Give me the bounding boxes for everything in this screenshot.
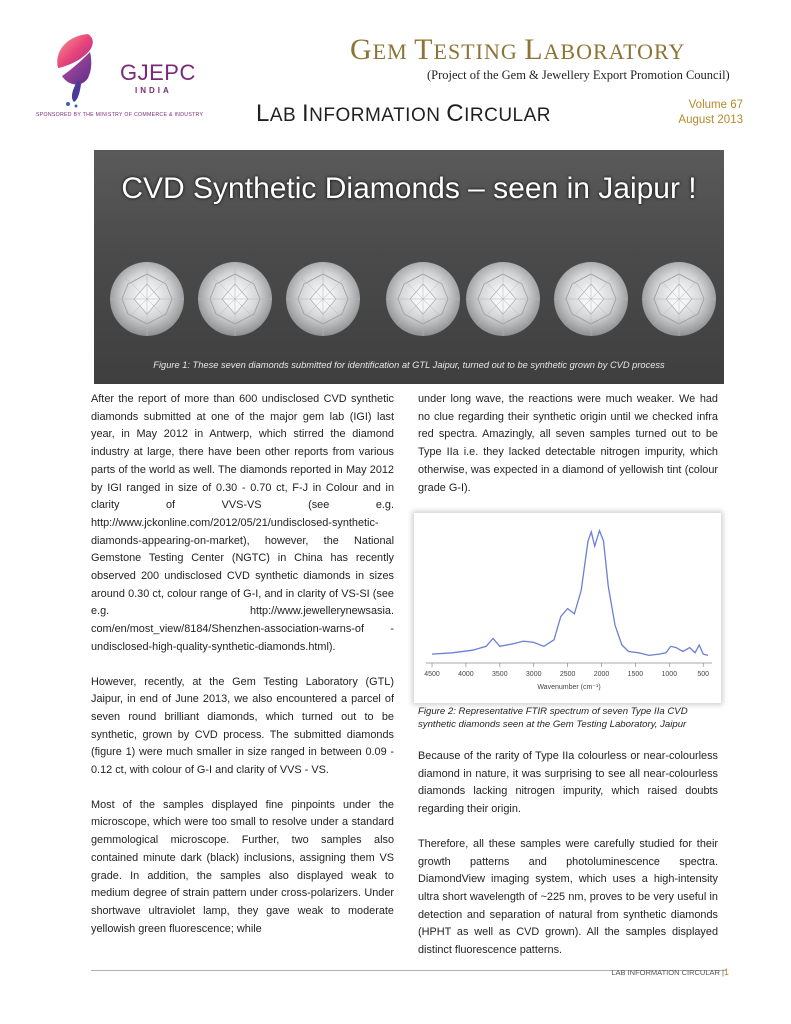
figure2-caption: Figure 2: Representative FTIR spectrum of seven Type IIa CVD synthetic diamonds seen at the Gem Testing Laboratory, Jaipur bbox=[418, 706, 688, 730]
diamond-image bbox=[552, 260, 630, 338]
logo-name: GJEPC bbox=[120, 60, 196, 85]
logo-sponsor-text: SPONSORED BY THE MINISTRY OF COMMERCE & INDUSTRY bbox=[36, 112, 204, 118]
lab-title: GEM TESTING LABORATORY bbox=[350, 33, 686, 66]
x-tick-label: 2500 bbox=[559, 671, 576, 678]
x-tick-label: 4000 bbox=[458, 671, 474, 678]
diamond-image bbox=[640, 260, 718, 338]
figure1-caption: Figure 1: These seven diamonds submitted for identification at GTL Jaipur, turned out to be synthetic grown by CVD process bbox=[153, 360, 665, 370]
footer-label: LAB INFORMATION CIRCULAR bbox=[611, 968, 720, 977]
left-column bbox=[91, 391, 394, 955]
paragraph: Most of the samples displayed fine pinpoints under the microscope, which were too small to resolve under a standard gemmological microscope. Further, two samples also contained minute dark (black) inclusions, assigning them VS grade. In addition, the samples also displayed weak to medium degree of strain pattern under cross-polarizers. Under shortwave ultraviolet lamp, they gave weak to moderate yellowish green fluorescence; while bbox=[91, 798, 394, 935]
paragraph: Therefore, all these samples were carefully studied for their growth patterns and photoluminescence spectra. DiamondView imaging system, which uses a high-intensity ultra short wavelength of ~225 nm, proves to be very useful in detection and separation of natural from synthetic diamonds (HPHT as well as CVD grown). All the samples displayed distinct fluorescence patterns. bbox=[418, 837, 718, 957]
paragraph: However, recently, at the Gem Testing Laboratory (GTL) Jaipur, in end of June 2013, we also encountered a parcel of seven round brilliant diamonds, which turned out to be synthetic, grown by CVD process. The submitted diamonds (figure 1) were much smaller in size ranged in between 0.09 - 0.12 ct, with colour of G-I and clarity of VVS - VS. bbox=[91, 675, 394, 777]
x-tick-label: 2000 bbox=[593, 671, 610, 678]
volume-number: Volume 67 bbox=[688, 99, 743, 111]
paragraph: under long wave, the reactions were much weaker. We had no clue regarding their synthetic origin until we checked infra red spectra. Amazingly, all seven samples turned out to be Type IIa i.e. they lacked detectable nitrogen impurity, which otherwise, was expected in a diamond of yellowish tint (colour grade G-I). bbox=[418, 393, 718, 494]
page-number: 1 bbox=[723, 967, 729, 977]
diamond-image bbox=[464, 260, 542, 338]
spectrum-line bbox=[432, 531, 708, 656]
x-tick-label: 3000 bbox=[525, 671, 542, 678]
footer-separator: | bbox=[722, 968, 724, 977]
logo-country: INDIA bbox=[135, 86, 172, 95]
lab-subtitle: (Project of the Gem & Jewellery Export Promotion Council) bbox=[427, 68, 730, 82]
x-tick-label: 3500 bbox=[492, 671, 508, 678]
right-column-bottom bbox=[418, 748, 718, 977]
ftir-spectrum-figure bbox=[414, 513, 721, 703]
diamond-image bbox=[108, 260, 186, 338]
x-tick-label: 1000 bbox=[661, 671, 678, 678]
banner-title: CVD Synthetic Diamonds – seen in Jaipur ! bbox=[121, 172, 697, 205]
figure1-banner bbox=[94, 150, 724, 384]
x-axis-label: Wavenumber (cm⁻¹) bbox=[537, 684, 601, 691]
right-column-top bbox=[418, 391, 718, 514]
x-tick-label: 1500 bbox=[627, 671, 644, 678]
volume-info bbox=[678, 98, 743, 128]
paragraph: After the report of more than 600 undisclosed CVD synthetic diamonds submitted at one of the major gem lab (IGI) last year, in May 2012 in Antwerp, which stirred the diamond industry at large, there have been other reports from various parts of the world as well. The diamonds reported in May 2012 by IGI ranged in size of 0.30 - 0.70 ct, F-J in Colour and in clarity of VVS-VS (see e.g. http://www.jckonline.com/2012/05/21/undisclosed-synthetic-diamonds-appearing-on-market), however, the National Gemstone Testing Center (NGTC) in China has recently observed 200 undisclosed CVD synthetic diamonds in sizes around 0.30 ct, colour range of G-I, and in clarity of VS-SI (see e.g. http://www.jewellerynewsasia. com/en/most_view/8184/Shenzhen-association-warns-of -undisclosed-high-quality-synthetic-diamonds.html). bbox=[91, 393, 394, 653]
diamond-image bbox=[384, 260, 462, 338]
circular-title: LAB INFORMATION CIRCULAR bbox=[256, 100, 551, 127]
issue-date: August 2013 bbox=[678, 114, 743, 126]
diamond-row bbox=[108, 260, 713, 340]
footer bbox=[611, 967, 729, 977]
diamond-image bbox=[284, 260, 362, 338]
paragraph: Because of the rarity of Type IIa colourless or near-colourless diamond in nature, it was surprising to see all near-colourless diamonds lacking nitrogen impurity, which raised doubts regarding their origin. bbox=[418, 750, 718, 816]
x-tick-label: 500 bbox=[697, 671, 710, 678]
diamond-image bbox=[196, 260, 274, 338]
ftir-spectrum-plot bbox=[414, 513, 721, 703]
gjepc-logo bbox=[36, 30, 204, 122]
x-tick-label: 4500 bbox=[424, 671, 440, 678]
butterfly-icon bbox=[48, 30, 106, 108]
